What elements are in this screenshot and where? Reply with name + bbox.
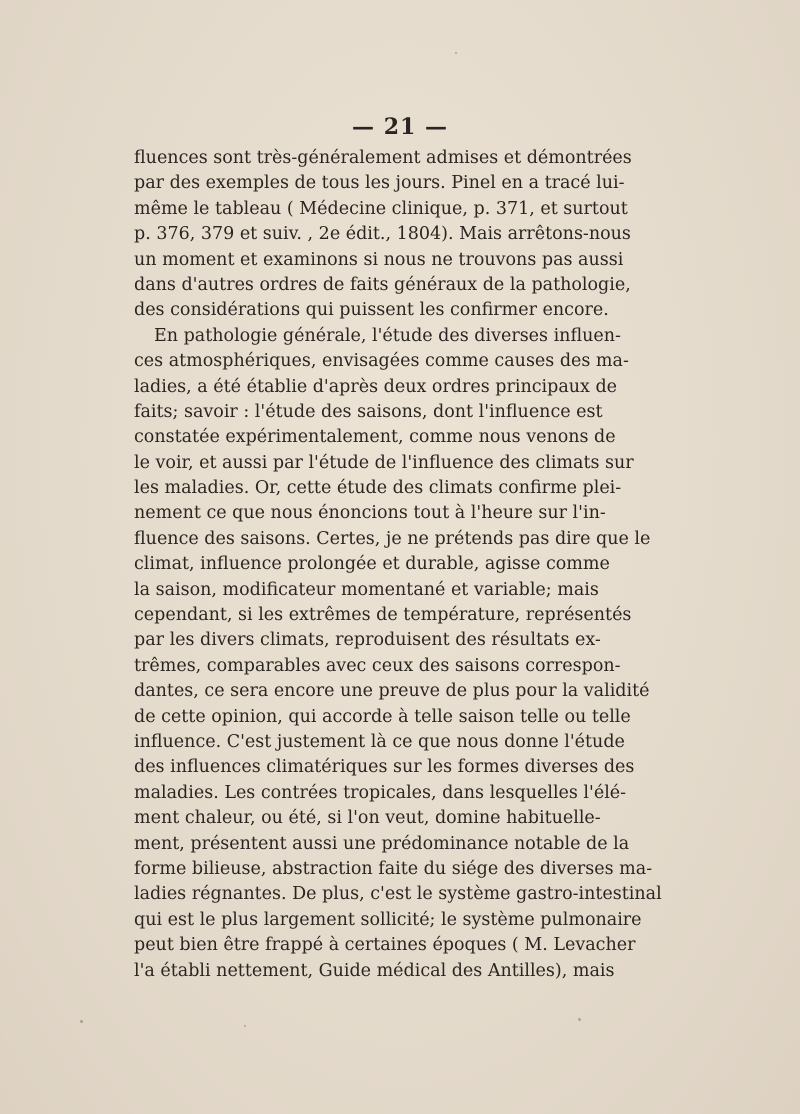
text-line: fluence des saisons. Certes, je ne prétends pas dire que le	[134, 528, 651, 549]
text-line: maladies. Les contrées tropicales, dans lesquelles l'élé-	[134, 782, 627, 803]
text-line: des influences climatériques sur les formes diverses des	[134, 757, 635, 778]
page-number: — 21 —	[352, 114, 448, 140]
text-line: l'a établi nettement, Guide médical des Antilles), mais	[134, 960, 615, 981]
text-line: fluences sont très-généralement admises et démontrées	[134, 148, 632, 168]
text-line: ces atmosphériques, envisagées comme causes des ma-	[134, 351, 629, 372]
text-line: dans d'autres ordres de faits généraux de la pathologie,	[134, 274, 631, 295]
body-text	[134, 146, 662, 984]
text-line: faits; savoir : l'étude des saisons, dont l'influence est	[134, 401, 603, 422]
text-line: ment chaleur, ou été, si l'on veut, domine habituelle-	[134, 808, 601, 829]
paper-speck	[244, 1025, 246, 1027]
text-line: la saison, modificateur momentané et variable; mais	[134, 579, 599, 600]
text-line: le voir, et aussi par l'étude de l'influence des climats sur	[134, 452, 634, 473]
text-line: forme bilieuse, abstraction faite du siége des diverses ma-	[134, 858, 653, 879]
text-line: climat, influence prolongée et durable, agisse comme	[134, 554, 610, 575]
text-line: qui est le plus largement sollicité; le système pulmonaire	[134, 909, 642, 930]
text-line: influence. C'est justement là ce que nous donne l'étude	[134, 731, 625, 752]
text-line: les maladies. Or, cette étude des climats confirme plei-	[134, 478, 622, 499]
text-line: dantes, ce sera encore une preuve de plus pour la validité	[134, 681, 650, 702]
text-line: par des exemples de tous les jours. Pinel en a tracé lui-	[134, 173, 625, 194]
text-line: En pathologie générale, l'étude des diverses influen-	[154, 325, 621, 346]
paper-speck	[455, 52, 457, 54]
text-line: cependant, si les extrêmes de température, représentés	[134, 605, 632, 626]
text-line: ladies régnantes. De plus, c'est le système gastro-intestinal	[134, 884, 662, 905]
text-line: peut bien être frappé à certaines époques ( M. Levacher	[134, 935, 636, 956]
paper-speck	[80, 1020, 83, 1023]
paper-speck	[578, 1018, 581, 1021]
text-line: même le tableau ( Médecine clinique, p. 371, et surtout	[134, 198, 628, 219]
text-line: trêmes, comparables avec ceux des saisons correspon-	[134, 655, 621, 676]
text-line: p. 376, 379 et suiv. , 2e édit., 1804). Mais arrêtons-nous	[134, 224, 631, 245]
text-line: constatée expérimentalement, comme nous venons de	[134, 427, 616, 448]
text-line: des considérations qui puissent les confirmer encore.	[134, 300, 609, 321]
text-line: par les divers climats, reproduisent des résultats ex-	[134, 630, 601, 651]
text-line: de cette opinion, qui accorde à telle saison telle ou telle	[134, 706, 631, 727]
text-line: nement ce que nous énoncions tout à l'heure sur l'in-	[134, 503, 606, 524]
text-line: ladies, a été établie d'après deux ordres principaux de	[134, 376, 618, 397]
text-line: ment, présentent aussi une prédominance notable de la	[134, 833, 630, 854]
text-line: un moment et examinons si nous ne trouvons pas aussi	[134, 249, 624, 270]
